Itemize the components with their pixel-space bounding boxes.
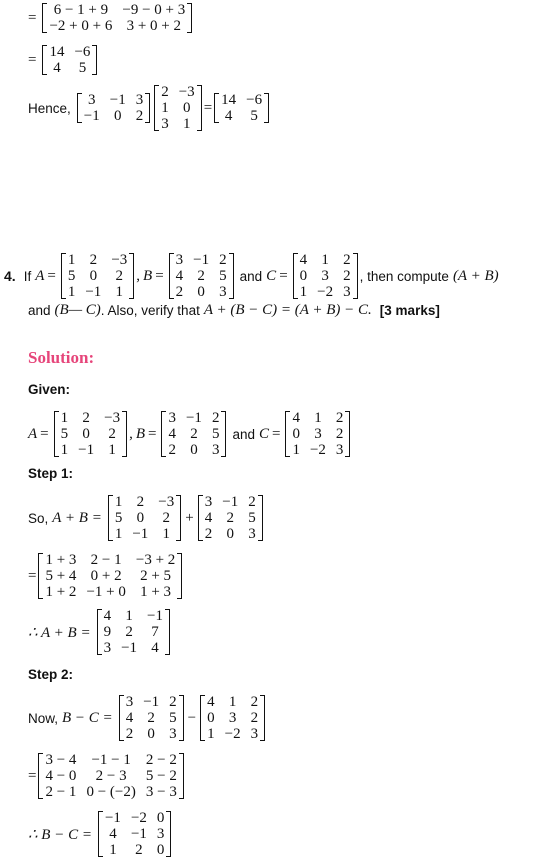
step2-line-2 [28, 752, 186, 800]
matrix-cell: −1 [132, 526, 149, 542]
matrix [154, 84, 201, 132]
matrix-cell: 0 [292, 426, 300, 442]
matrix-cell: 5 [219, 268, 227, 284]
matrix-cell: 1 [161, 100, 169, 116]
matrix-cell: −1 [85, 284, 102, 300]
matrix-cell: 2 [197, 268, 205, 284]
matrix-cell: 1 [114, 494, 123, 510]
matrix-cell: −1 [104, 810, 121, 826]
matrix-cell: 3 [103, 640, 112, 656]
matrix-cell: 1 [125, 608, 133, 624]
matrix-cell: 7 [151, 624, 159, 640]
equals-sign: = [28, 51, 37, 68]
matrix [214, 92, 269, 124]
matrix-cell: 4 [204, 510, 213, 526]
marks-label: [3 marks] [379, 303, 440, 318]
matrix-cell: −1 [222, 494, 239, 510]
matrix [38, 552, 182, 600]
matrix-cell: 5 [60, 426, 69, 442]
matrix-cell: 3 [219, 284, 227, 300]
hence-label: Hence, [28, 100, 71, 116]
matrix-cell: 5 [78, 60, 87, 76]
matrix-cell: 3 [211, 442, 220, 458]
matrix-cell: 1 [67, 252, 76, 268]
matrix-cell: −2 [130, 810, 147, 826]
matrix-cell: 2 [82, 410, 90, 426]
matrix-cell: 0 [156, 810, 165, 826]
matrix-cell: −1 [83, 108, 100, 124]
matrix-cell: 2 [161, 84, 169, 100]
matrix-cell: 3 [250, 726, 259, 742]
matrix-cell: −9 − 0 + 3 [122, 2, 186, 18]
expression: B − C = [62, 709, 113, 726]
matrix [77, 92, 150, 124]
matrix-cell: 0 [156, 842, 165, 858]
matrix-cell: 2 [248, 494, 256, 510]
matrix-c [200, 694, 265, 742]
step1-label: Step 1: [28, 466, 74, 481]
matrix-cell: 14 [49, 44, 65, 60]
matrix-cell: 1 [228, 694, 237, 710]
matrix-cell: 2 [204, 526, 213, 542]
matrix-cell: 1 [60, 410, 69, 426]
matrix-cell: −2 + 0 + 6 [49, 18, 113, 34]
matrix-cell: 4 [125, 710, 134, 726]
matrix-cell: 4 [109, 826, 117, 842]
matrix-cell: 0 [190, 442, 198, 458]
matrix-cell: 4 [224, 108, 233, 124]
matrix-cell: 0 − (−2) [86, 784, 136, 800]
matrix-cell: 2 [147, 710, 155, 726]
matrix-cell: 2 [226, 510, 234, 526]
symbol: A [35, 267, 45, 284]
matrix-cell: 4 − 0 [45, 768, 77, 784]
step2-line-1 [28, 694, 267, 742]
matrix-cell: 2 + 5 [140, 568, 172, 584]
equals-sign: = [40, 425, 49, 442]
equals-sign: = [47, 267, 56, 284]
matrix-cell: −1 − 1 [91, 752, 131, 768]
matrix-cell: 2 [175, 284, 184, 300]
matrix-cell: 2 [219, 252, 227, 268]
matrix-cell: 2 − 3 [95, 768, 127, 784]
matrix-cell: 2 [168, 442, 176, 458]
matrix-cell: 4 [151, 640, 159, 656]
matrix-cell: 2 [162, 510, 171, 526]
matrix-a [54, 410, 127, 458]
matrix-cell: 0 [89, 268, 98, 284]
matrix-cell: 3 [228, 710, 237, 726]
matrix-cell: 2 [343, 252, 351, 268]
matrix-b [119, 694, 184, 742]
matrix [42, 44, 97, 76]
matrix-cell: 2 [125, 624, 133, 640]
equals-sign: = [28, 767, 37, 784]
matrix-cell: 5 [169, 710, 177, 726]
matrix-result [97, 608, 170, 656]
step2-heading [28, 667, 73, 682]
matrix-cell: 2 [135, 108, 144, 124]
matrix-cell: 2 − 2 [145, 752, 177, 768]
symbol: C [266, 267, 277, 284]
matrix-cell: 3 − 4 [45, 752, 77, 768]
symbol: B [143, 267, 153, 284]
matrix-cell: 6 − 1 + 9 [53, 2, 109, 18]
symbol: A [28, 425, 38, 442]
equation-line-1 [28, 2, 194, 34]
matrix-cell: 3 [169, 726, 177, 742]
matrix-cell: 3 [168, 410, 176, 426]
matrix-cell: 9 [103, 624, 112, 640]
matrix-cell: 1 [108, 442, 116, 458]
matrix-cell: −1 + 0 [86, 584, 126, 600]
matrix-cell: 1 [114, 526, 123, 542]
step1-line-2 [28, 552, 184, 600]
question-text: . Also, verify that [100, 303, 200, 318]
matrix-cell: 3 [125, 694, 134, 710]
matrix-cell: 5 [250, 108, 258, 124]
matrix-a [108, 494, 181, 542]
step1-line-1 [28, 494, 265, 542]
matrix-cell: 1 [162, 526, 171, 542]
step-text: So, [28, 510, 49, 526]
matrix-cell: −6 [74, 44, 91, 60]
matrix-cell: −3 [104, 410, 121, 426]
equals-sign: = [203, 99, 213, 116]
symbol: B [135, 425, 145, 442]
symbol: C [258, 425, 269, 442]
matrix-cell: 3 [314, 426, 322, 442]
plus-sign: + [185, 509, 194, 526]
matrix-cell: 1 + 2 [45, 584, 77, 600]
matrix-cell: 0 [147, 726, 155, 742]
matrix-cell: 4 [168, 426, 176, 442]
matrix-cell: 3 − 3 [145, 784, 177, 800]
given-label: Given: [28, 382, 71, 397]
equation-line-2 [28, 44, 99, 76]
matrix-cell: 2 [343, 268, 351, 284]
matrix-cell: −1 [193, 252, 210, 268]
matrix-cell: 4 [299, 252, 308, 268]
question-line-2 [28, 302, 440, 319]
matrix-cell: 3 [248, 526, 256, 542]
matrix-cell: 2 [108, 426, 116, 442]
question-number: 4. [4, 268, 16, 284]
matrix-cell: 2 − 1 [90, 552, 122, 568]
matrix-cell: 3 [204, 494, 213, 510]
matrix-b [161, 410, 226, 458]
matrix-cell: 1 [299, 284, 308, 300]
given-line [28, 410, 352, 458]
matrix-cell: 0 + 2 [90, 568, 122, 584]
comma: , [129, 425, 133, 442]
equals-sign: = [28, 567, 37, 584]
matrix-cell: 5 − 2 [145, 768, 177, 784]
equals-sign: = [28, 9, 37, 26]
solution-heading [28, 348, 94, 368]
matrix-cell: 1 [60, 442, 69, 458]
given-text: and [232, 426, 255, 442]
comma: , [136, 267, 141, 284]
matrix-cell: 4 [53, 60, 61, 76]
question-text: , then compute [359, 268, 449, 284]
expression: ∴ B − C = [28, 826, 92, 843]
matrix-cell: −1 [143, 694, 160, 710]
matrix [42, 2, 192, 34]
matrix-cell: 5 + 4 [45, 568, 77, 584]
matrix-b [198, 494, 263, 542]
matrix-cell: 3 [161, 116, 169, 132]
matrix-cell: 2 [136, 494, 145, 510]
matrix-cell: 3 [321, 268, 329, 284]
matrix-cell: 5 [211, 426, 220, 442]
matrix-cell: 4 [103, 608, 112, 624]
matrix-cell: −1 [147, 608, 164, 624]
matrix-cell: 2 [335, 426, 344, 442]
matrix-cell: 2 − 1 [45, 784, 77, 800]
matrix-cell: 1 [115, 284, 124, 300]
matrix-c [293, 252, 358, 300]
matrix-cell: 5 [248, 510, 256, 526]
matrix-a [61, 252, 134, 300]
step-text: Now, [28, 710, 59, 726]
matrix-cell: 2 [190, 426, 198, 442]
matrix-cell: 2 [125, 726, 134, 742]
matrix-b [169, 252, 234, 300]
matrix-cell: 1 [67, 284, 76, 300]
matrix-cell: 3 [335, 442, 344, 458]
matrix-cell: −2 [317, 284, 334, 300]
matrix-cell: 0 [136, 510, 145, 526]
matrix-cell: 0 [113, 108, 122, 124]
matrix-cell: 2 [89, 252, 98, 268]
matrix-cell: −1 [109, 92, 126, 108]
matrix-cell: −3 [158, 494, 175, 510]
matrix-result [98, 810, 171, 858]
matrix-cell: 3 [343, 284, 351, 300]
step2-line-3 [28, 810, 173, 858]
step1-line-3 [28, 608, 172, 656]
matrix-cell: 5 [67, 268, 76, 284]
matrix-cell: 0 [299, 268, 308, 284]
matrix-cell: 2 [335, 410, 344, 426]
equals-sign: = [155, 267, 164, 284]
matrix-cell: 0 [182, 100, 191, 116]
matrix-cell: 1 [207, 726, 215, 742]
matrix-cell: −2 [224, 726, 241, 742]
matrix-cell: −6 [246, 92, 263, 108]
matrix-cell: 3 [175, 252, 184, 268]
matrix [38, 752, 183, 800]
matrix-cell: 2 [169, 694, 177, 710]
matrix-cell: 0 [226, 526, 234, 542]
given-heading [28, 382, 70, 397]
matrix-cell: 2 [250, 694, 259, 710]
matrix-cell: 2 [250, 710, 259, 726]
matrix-cell: 0 [82, 426, 90, 442]
matrix-cell: 1 [321, 252, 329, 268]
step2-label: Step 2: [28, 667, 74, 682]
expression: (B— C) [54, 302, 101, 318]
matrix-cell: 1 [182, 116, 191, 132]
matrix-cell: 3 [88, 92, 96, 108]
matrix-cell: −2 [309, 442, 326, 458]
equals-sign: = [148, 425, 157, 442]
matrix-cell: 0 [207, 710, 215, 726]
matrix-cell: −3 [111, 252, 128, 268]
question-text: If [23, 268, 32, 284]
question-text: and [239, 268, 263, 284]
minus-sign: − [187, 709, 197, 726]
matrix-cell: 1 + 3 [45, 552, 77, 568]
matrix-cell: 2 [211, 410, 220, 426]
matrix-cell: 5 [114, 510, 123, 526]
matrix-cell: 1 [292, 442, 300, 458]
matrix-cell: 2 [135, 842, 143, 858]
matrix-cell: 0 [197, 284, 205, 300]
matrix-cell: 1 + 3 [140, 584, 172, 600]
solution-label: Solution: [28, 348, 95, 367]
expression: (A + B) [452, 267, 499, 284]
question-line-1 [4, 252, 499, 300]
matrix-cell: 3 [156, 826, 165, 842]
matrix-cell: 4 [175, 268, 184, 284]
expression: ∴ A + B = [28, 624, 91, 641]
matrix-cell: −1 [130, 826, 147, 842]
matrix-cell: 14 [221, 92, 237, 108]
expression: A + B = [52, 509, 102, 526]
matrix-cell: 1 [109, 842, 117, 858]
equals-sign: = [279, 267, 288, 284]
matrix-cell: −1 [185, 410, 202, 426]
matrix-cell: 1 [314, 410, 322, 426]
matrix-cell: 3 + 0 + 2 [126, 18, 182, 34]
matrix-cell: 4 [207, 694, 215, 710]
matrix-cell: 2 [115, 268, 124, 284]
matrix-cell: −1 [78, 442, 95, 458]
equals-sign: = [271, 425, 281, 442]
matrix-cell: 4 [292, 410, 300, 426]
hence-line [28, 84, 271, 132]
matrix-cell: 3 [135, 92, 144, 108]
matrix-cell: −3 [178, 84, 195, 100]
matrix-cell: −1 [121, 640, 138, 656]
expression: A + (B − C) = (A + B) − C. [203, 302, 372, 318]
matrix-c [285, 410, 350, 458]
matrix-cell: −3 + 2 [135, 552, 176, 568]
step1-heading [28, 466, 73, 481]
question-text: and [28, 303, 51, 318]
